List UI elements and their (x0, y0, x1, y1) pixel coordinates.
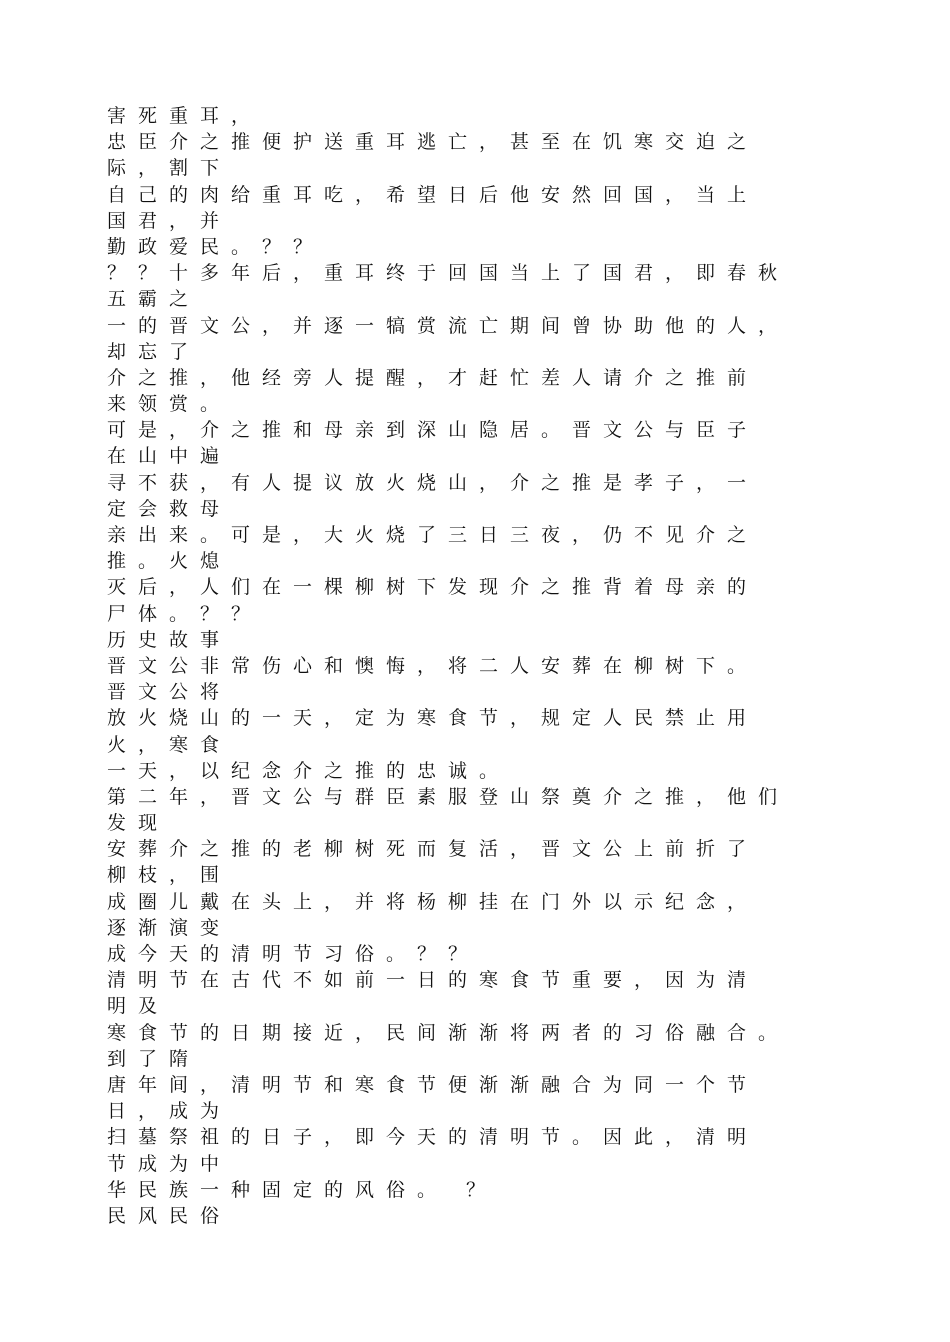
text-line: 勤政爱民。？？ (107, 235, 325, 258)
text-line: 却忘了 (107, 340, 201, 363)
text-line: 可是，介之推和母亲到深山隐居。晋文公与臣子 (107, 419, 759, 442)
text-line: 一的晋文公，并逐一犒赏流亡期间曾协助他的人， (107, 314, 790, 337)
text-line: 灭后，人们在一棵柳树下发现介之推背着母亲的 (107, 576, 759, 599)
section-heading: 民风民俗 (107, 1204, 232, 1227)
text-line: 寒食节的日期接近，民间渐渐将两者的习俗融合。 (107, 1021, 790, 1044)
text-line: 亲出来。可是，大火烧了三日三夜，仍不见介之 (107, 524, 759, 546)
text-line: 忠臣介之推便护送重耳逃亡，甚至在饥寒交迫之 (107, 131, 759, 154)
text-line: 柳枝，围 (107, 864, 232, 887)
text-line: 国君，并 (107, 209, 232, 232)
text-line: 日，成为 (107, 1100, 232, 1123)
text-line: 定会救母 (107, 497, 232, 520)
text-line: 尸体。？？ (107, 602, 263, 625)
text-line: 来领赏。 (107, 393, 232, 416)
text-line: 清明节在古代不如前一日的寒食节重要，因为清 (107, 969, 759, 992)
text-line: 成今天的清明节习俗。？？ (107, 943, 480, 965)
text-line: 放火烧山的一天，定为寒食节，规定人民禁止用 (107, 707, 759, 730)
text-line: 在山中遍 (107, 445, 232, 468)
text-line: 到了隋 (107, 1047, 201, 1070)
text-line: 发现 (107, 812, 170, 835)
text-line: 自己的肉给重耳吃，希望日后他安然回国，当上 (107, 183, 759, 206)
text-line: 逐渐演变 (107, 916, 232, 939)
text-line: 五霸之 (107, 288, 201, 311)
text-line: 明及 (107, 995, 170, 1018)
text-line: 安葬介之推的老柳树死而复活，晋文公上前折了 (107, 838, 759, 861)
text-line: 扫墓祭祖的日子，即今天的清明节。因此，清明 (107, 1126, 759, 1149)
text-line: 晋文公非常伤心和懊悔，将二人安葬在柳树下。 (107, 654, 759, 677)
text-line: 一天，以纪念介之推的忠诚。 (107, 759, 511, 782)
text-line: 晋文公将 (107, 681, 232, 704)
text-line: 成圈儿戴在头上，并将杨柳挂在门外以示纪念， (107, 890, 759, 913)
section-heading: 历史故事 (107, 628, 232, 651)
text-line: 第二年，晋文公与群臣素服登山祭奠介之推，他们 (107, 785, 790, 808)
text-line: 害死重耳， (107, 105, 263, 127)
text-line: 寻不获，有人提议放火烧山，介之推是孝子，一 (107, 471, 759, 494)
text-line: 节成为中 (107, 1152, 232, 1175)
text-line: 火，寒食 (107, 733, 232, 756)
text-line: 华民族一种固定的风俗。 ？ (107, 1178, 498, 1201)
text-line: 唐年间，清明节和寒食节便渐渐融合为同一个节 (107, 1073, 759, 1096)
text-line: 际，割下 (107, 157, 232, 180)
text-line: ？？十多年后，重耳终于回国当上了国君，即春秋 (107, 262, 790, 285)
text-line: 介之推，他经旁人提醒，才赶忙差人请介之推前 (107, 366, 759, 389)
document-body (107, 103, 897, 1229)
text-line: 推。火熄 (107, 550, 232, 573)
